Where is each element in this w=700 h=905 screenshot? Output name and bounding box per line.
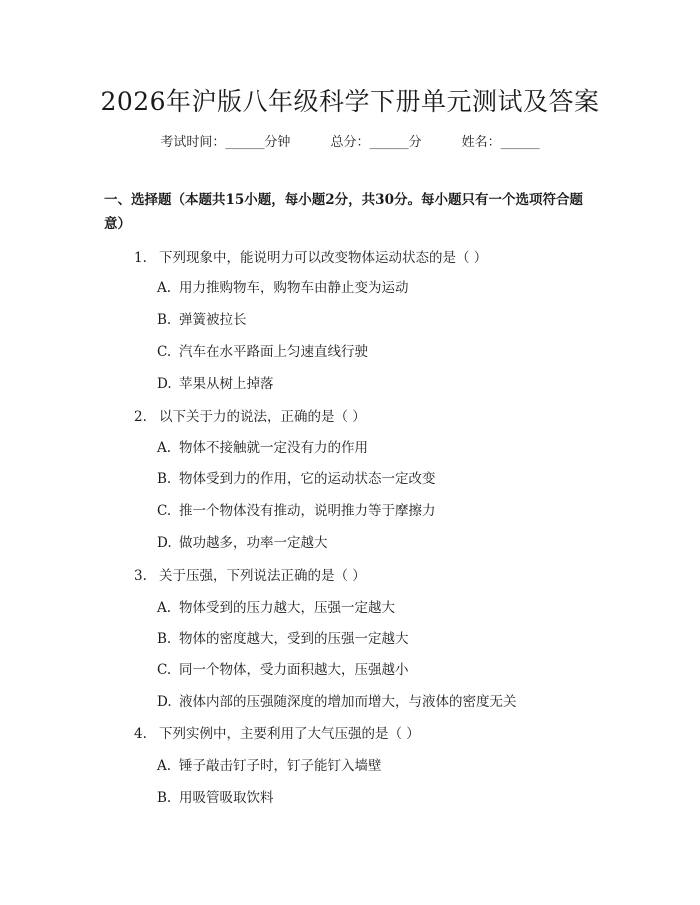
option-text: 同一个物体，受力面积越大，压强越小 bbox=[179, 662, 409, 678]
question-number: 1. bbox=[134, 250, 147, 266]
option-item bbox=[157, 436, 368, 456]
option-text: 苹果从树上掉落 bbox=[179, 376, 274, 392]
option-item bbox=[157, 467, 436, 487]
option-text: 锤子敲击钉子时，钉子能钉入墙壁 bbox=[179, 758, 382, 774]
option-letter: C. bbox=[157, 662, 172, 678]
option-text: 物体受到力的作用，它的运动状态一定改变 bbox=[179, 471, 436, 487]
option-text: 物体受到的压力越大，压强一定越大 bbox=[179, 600, 395, 616]
option-letter: D. bbox=[157, 694, 172, 710]
question-4 bbox=[134, 722, 420, 742]
question-text: 以下关于力的说法，正确的是（ ） bbox=[159, 409, 366, 425]
question-text: 下列现象中，能说明力可以改变物体运动状态的是（ ） bbox=[159, 250, 488, 266]
option-item bbox=[157, 754, 382, 774]
option-letter: A. bbox=[157, 440, 172, 456]
option-text: 做功越多，功率一定越大 bbox=[179, 535, 328, 551]
option-item bbox=[157, 308, 247, 328]
option-item bbox=[157, 690, 517, 710]
option-letter: A. bbox=[157, 280, 172, 296]
question-number: 2. bbox=[134, 409, 147, 425]
option-text: 物体的密度越大，受到的压强一定越大 bbox=[179, 631, 409, 647]
exam-time-field: 考试时间：______分钟 bbox=[160, 135, 291, 150]
option-text: 用力推购物车，购物车由静止变为运动 bbox=[179, 280, 409, 296]
option-letter: B. bbox=[157, 471, 172, 487]
page-title: 2026年沪版八年级科学下册单元测试及答案 bbox=[100, 87, 600, 116]
total-score-field: 总分：______分 bbox=[330, 135, 422, 150]
question-text: 下列实例中，主要利用了大气压强的是（ ） bbox=[159, 726, 420, 742]
option-letter: C. bbox=[157, 503, 172, 519]
question-text: 关于压强，下列说法正确的是（ ） bbox=[159, 568, 366, 584]
option-letter: D. bbox=[157, 535, 172, 551]
option-letter: C. bbox=[157, 344, 172, 360]
option-item bbox=[157, 596, 395, 616]
option-item bbox=[157, 372, 274, 392]
option-item bbox=[157, 276, 409, 296]
question-3 bbox=[134, 564, 366, 584]
option-text: 物体不接触就一定没有力的作用 bbox=[179, 440, 368, 456]
option-letter: A. bbox=[157, 600, 172, 616]
section-heading: 一、选择题（本题共15小题，每小题2分，共30分。每小题只有一个选项符合题意） bbox=[104, 192, 583, 232]
question-number: 4. bbox=[134, 726, 147, 742]
student-name-field: 姓名：______ bbox=[461, 135, 540, 150]
option-letter: B. bbox=[157, 631, 172, 647]
option-item bbox=[157, 658, 409, 678]
option-letter: D. bbox=[157, 376, 172, 392]
option-item bbox=[157, 531, 328, 551]
option-text: 液体内部的压强随深度的增加而增大，与液体的密度无关 bbox=[179, 694, 517, 710]
option-text: 汽车在水平路面上匀速直线行驶 bbox=[179, 344, 368, 360]
question-number: 3. bbox=[134, 568, 147, 584]
option-text: 弹簧被拉长 bbox=[179, 312, 247, 328]
option-item bbox=[157, 786, 274, 806]
option-item bbox=[157, 499, 436, 519]
option-letter: B. bbox=[157, 312, 172, 328]
option-text: 用吸管吸取饮料 bbox=[179, 790, 274, 806]
option-text: 推一个物体没有推动，说明推力等于摩擦力 bbox=[179, 503, 436, 519]
option-letter: B. bbox=[157, 790, 172, 806]
option-item bbox=[157, 340, 368, 360]
option-item bbox=[157, 627, 409, 647]
exam-meta bbox=[0, 131, 700, 150]
question-1 bbox=[134, 246, 487, 266]
question-2 bbox=[134, 405, 366, 425]
option-letter: A. bbox=[157, 758, 172, 774]
